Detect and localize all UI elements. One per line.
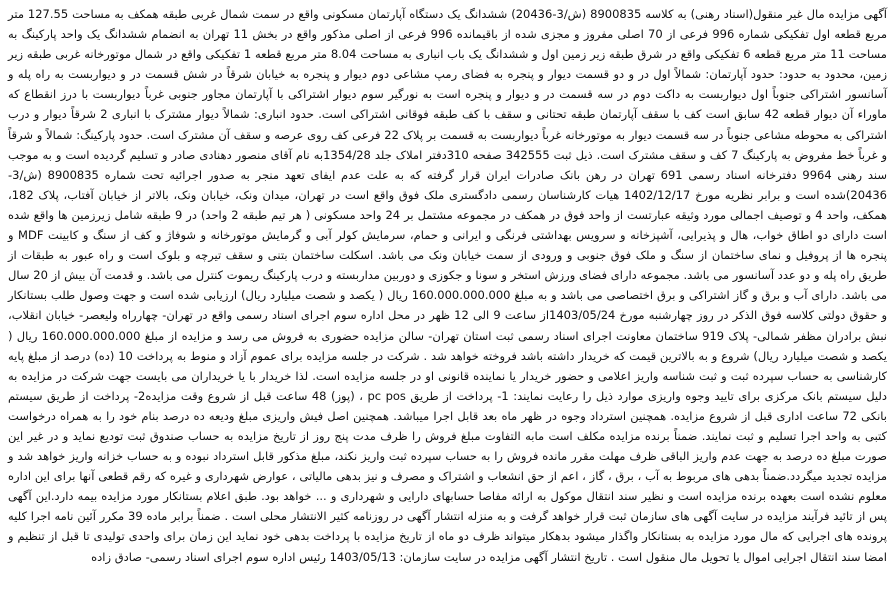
auction-notice-text: آگهی مزایده مال غیر منقول(اسناد رهنی) به کلاسه 8900835 (ش/3-20436) ششدانگ یک دستگاه آپارتمان مسکونی واقع در سمت شمال غربی طبقه همکف به مساحت 127.55 متر مربع قطعه اول تفکیکی شماره 996 فرعی از 70 اصلی مفروز و مجزی شده از باقیمانده 996 فرعی از اصلی مذکور واقع در بخش 11 تهران به انضمام ششدانگ یک واحد پارکینگ به مساحت 11 متر مربع قطعه 6 تفکیکی واقع در شرق طبقه زیر زمین اول و ششدانگ یک باب انباری به مساحت 8.04 متر مربع قطعه 1 تفکیکی واقع در شمال موتورخانه غربی طبقه زیر زمین، محدود به حدود: حدود آپارتمان: شمالاً اول در و دو قسمت دیوار و پنجره به فضای رمپ مشاعی دوم دیوار و پنجره به خیابان شرقاً در شش قسمت در و دیواربست به راه پله و آسانسور اشتراکی جنوباً اول دیواربست به داکت دوم در سه قسمت در و دیوار و پنجره است به نورگیر سوم دیوار اشتراکی با آپارتمان مجاور جنوبی غرباً دیواربست با درز انقطاع که ماوراء آن دیوار قطعه 42 سابق است کف با سقف آپارتمان طبقه تحتانی و سقف با کف طبقه فوقانی اشتراکی است. حدود انباری: شمالاً دیوار مشترک با انباری 2 شرقاً دیوار و درب اشتراکی به محوطه مشاعی جنوباً در سه قسمت دیوار به موتورخانه غرباً دیواربست به قسمت بر پلاک 22 فرعی کف روی عرصه و سقف آن مشترک است. حدود پارکینگ: شمالاً و شرقاً و غرباً خط مفروض به پارکینگ 7 کف و سقف مشترک است. ذیل ثبت 342555 صفحه 310دفتر املاک جلد 1354/28به نام آقای منصور دهنادی صادر و تسلیم گردیده است و به موجب سند رهنی 9964 دفترخانه اسناد رسمی 691 تهران در رهن بانک صادرات ایران قرار گرفته که به علت عدم ایفای تعهد منجر به صدور اجرائیه تحت شماره 8900835 (ش/3-20436)شده است و برابر نظریه مورخ 1402/12/17 هیات کارشناسان رسمی دادگستری ملک فوق واقع است در تهران، میدان ونک، خیابان ونک، بالاتر از خیابان آفتاب، پلاک 182، همکف، واحد 4 و توصیف اجمالی مورد وثیقه عبارتست از واحد فوق در همکف در مجموعه مشتمل بر 24 واحد مسکونی ( هر تیم طبقه 2 واحد) در 9 طبقه شامل زیرزمین ها واقع شده است دارای دو اطاق خواب، هال و پذیرایی، آشپزخانه و سرویس بهداشتی فرنگی و ایرانی و حمام، سرمایش کولر آبی و گرمایش موتورخانه و شوفاژ و کف از سنگ و کابینت MDF و پنجره ها از پروفیل و نمای ساختمان از سنگ و ملک فوق جنوبی و ورودی از سمت خیابان ونک می باشد. اسکلت ساختمان بتنی و سقف تیرچه و بلوک است و راه عبور به طبقات از طریق راه پله و دو عدد آسانسور می باشد. مجموعه دارای فضای ورزش استخر و سونا و جکوزی و دوربین مداربسته و درب پارکینگ ریموت کنترل می باشد. و قدمت آن بیش از 20 سال می باشد. دارای آب و برق و گاز اشتراکی و برق اختصاصی می باشد و به مبلغ 160.000.000.000 ریال ( یکصد و شصت میلیارد ریال) ارزیابی شده است و جهت وصول طلب بستانکار و حقوق دولتی کلاسه فوق الذکر در روز چهارشنبه مورخ 1403/05/24از ساعت 9 الی 12 ظهر در محل اداره سوم اجرای اسناد رسمی واقع در تهران- چهارراه ولیعصر- خیابان انقلاب، نبش برادران مظفر شمالی- پلاک 919 ساختمان معاونت اجرای اسناد رسمی ثبت استان تهران- سالن مزایده حضوری به فروش می رسد و مزایده از مبلغ 160.000.000.000 ریال ( یکصد و شصت میلیارد ریال) شروع و به بالاترین قیمت که خریدار داشته باشد فروخته خواهد شد . شرکت در جلسه مزایده برای عموم آزاد و منوط به پرداخت 10 (ده) درصد از مبلغ پایه کارشناسی به حساب سپرده ثبت و ثبت شناسه واریز اعلامی و حضور خریدار یا نماینده قانونی او در جلسه مزایده است. لذا خریدار با یا خریداران می بایست جهت شرکت در مزایده به دلیل سیستم بانک مرکزی برای تایید وجوه واریزی موارد ذیل را رعایت نمایند: 1- پرداخت از طریق pc pos ، (پوز) 48 ساعت قبل از شروع وقت مزایده2- پرداخت از طریق سیستم بانکی 72 ساعت اداری قبل از شروع مزایده. همچنین استرداد وجوه در ظهر ماه بعد قابل اجرا میباشد. همچنین اصل فیش واریزی مبلغ ودیعه ده درصد بنام خود را به همراه درخواست کتبی به واحد اجرا تسلیم و ثبت نمایند. ضمناً برنده مزایده مکلف است مابه التفاوت مبلغ فروش را ظرف مدت پنج روز از تاریخ مزایده به حساب صندوق ثبت تودیع نماید و در غیر این صورت مبلغ ده درصد به جهت عدم واریز الباقی ظرف مهلت مقرر مانده فروش را به حساب سپرده ثبت واریز نکند، مبلغ مذکور قابل استرداد نبوده و به حساب خزانه واریز خواهد شد و مزایده تجدید میگردد.ضمناً بدهی های مربوط به آب ، برق ، گاز ، اعم از حق انشعاب و اشتراک و مصرف و نیز بدهی مالیاتی ، عوارض شهرداری و غیره که رقم قطعی آنها برای این اداره معلوم نشده است بعهده برنده مزایده است و نظیر سند انتقال موکول به ارائه مفاصا حسابهای دارایی و شهرداری و ... خواهد بود. طبق اعلام بستانکار مورد مزایده بیمه دارد.این آگهی پس از تائید فرآیند مزایده در سایت آگهی های سازمان ثبت قرار خواهد گرفت و به منزله انتشار آگهی در روزنامه کثیر الانتشار محلی است . ضمناً برابر ماده 39 مکرر آئین نامه اجرا کلیه پرونده های اجرایی که مال مورد مزایده به بستانکار واگذار میشود بدهکار میتواند ظرف دو ماه از تاریخ مزایده با پرداخت بدهی خود نماید این زمان برای واحدی تولیدی تا قبل از تنظیم و امضا سند انتقال اجرایی اموال یا تحویل مال منقول است . تاریخ انتشار آگهی مزایده در سایت سازمان: 1403/05/13 رئیس اداره سوم اجرای اسناد رسمی- صادق زاده [8, 7, 888, 564]
